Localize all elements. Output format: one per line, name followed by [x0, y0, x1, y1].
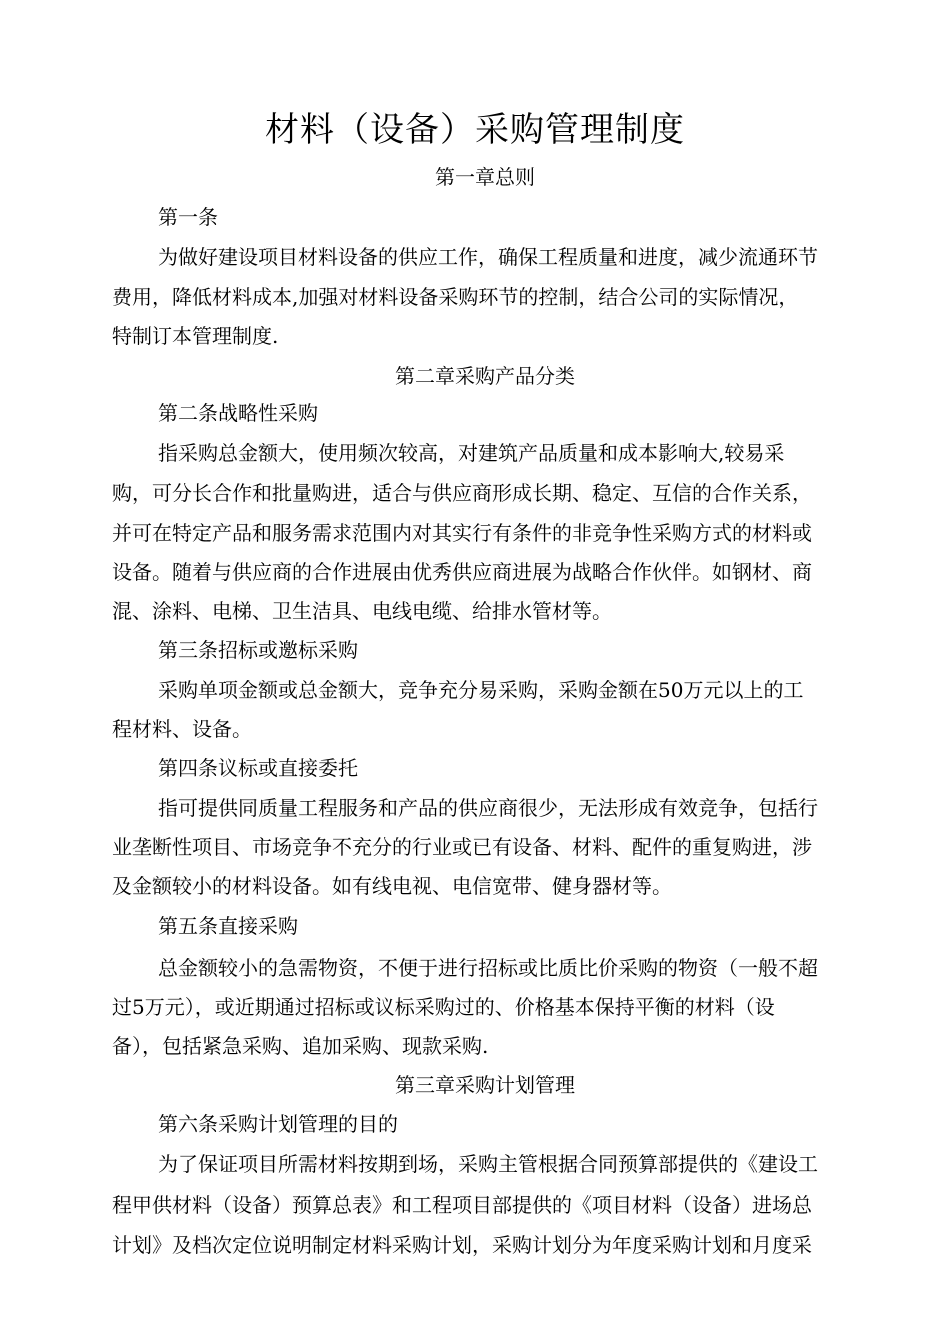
- article-5-line-1: 总金额较小的急需物资，不便于进行招标或比质比价采购的物资（一般不超: [158, 956, 818, 980]
- chapter-1-heading: 第一章总则: [435, 165, 535, 189]
- document-title: 材料（设备）采购管理制度: [265, 110, 685, 150]
- article-1-line-3: 特制订本管理制度.: [112, 324, 279, 348]
- article-2-line-2: 购，可分长合作和批量购进，适合与供应商形成长期、稳定、互信的合作关系，: [112, 481, 812, 505]
- article-1-heading: 第一条: [158, 205, 218, 229]
- article-1-line-2: 费用，降低材料成本,加强对材料设备采购环节的控制，结合公司的实际情况，: [112, 285, 799, 309]
- article-2-line-3: 并可在特定产品和服务需求范围内对其实行有条件的非竞争性采购方式的材料或: [112, 521, 812, 545]
- article-5-heading: 第五条直接采购: [158, 914, 298, 938]
- article-4-line-2: 业垄断性项目、市场竞争不充分的行业或已有设备、材料、配件的重复购进，涉: [112, 835, 812, 859]
- article-6-line-3: 计划》及档次定位说明制定材料采购计划，采购计划分为年度采购计划和月度采: [112, 1233, 812, 1257]
- article-3-line-1: 采购单项金额或总金额大，竞争充分易采购，采购金额在50万元以上的工: [158, 678, 804, 702]
- chapter-2-heading: 第二章采购产品分类: [395, 364, 575, 388]
- article-6-line-1: 为了保证项目所需材料按期到场，采购主管根据合同预算部提供的《建设工: [158, 1152, 818, 1176]
- article-1-line-1: 为做好建设项目材料设备的供应工作，确保工程质量和进度，减少流通环节: [158, 245, 818, 269]
- article-3-heading: 第三条招标或邀标采购: [158, 638, 358, 662]
- article-2-line-5: 混、涂料、电梯、卫生洁具、电线电缆、给排水管材等。: [112, 599, 612, 623]
- article-4-line-3: 及金额较小的材料设备。如有线电视、电信宽带、健身器材等。: [112, 874, 672, 898]
- article-4-heading: 第四条议标或直接委托: [158, 756, 358, 780]
- article-6-heading: 第六条采购计划管理的目的: [158, 1112, 398, 1136]
- chapter-3-heading: 第三章采购计划管理: [395, 1073, 575, 1097]
- article-3-line-2: 程材料、设备。: [112, 717, 252, 741]
- article-2-line-4: 设备。随着与供应商的合作进展由优秀供应商进展为战略合作伙伴。如钢材、商: [112, 560, 812, 584]
- article-6-line-2: 程甲供材料（设备）预算总表》和工程项目部提供的《项目材料（设备）进场总: [112, 1193, 812, 1217]
- article-5-line-3: 备），包括紧急采购、追加采购、现款采购.: [112, 1034, 489, 1058]
- article-2-heading: 第二条战略性采购: [158, 401, 318, 425]
- article-2-line-1: 指采购总金额大，使用频次较高，对建筑产品质量和成本影响大,较易采: [158, 441, 785, 465]
- article-4-line-1: 指可提供同质量工程服务和产品的供应商很少，无法形成有效竞争，包括行: [158, 796, 818, 820]
- article-5-line-2: 过5万元），或近期通过招标或议标采购过的、价格基本保持平衡的材料（设: [112, 995, 775, 1019]
